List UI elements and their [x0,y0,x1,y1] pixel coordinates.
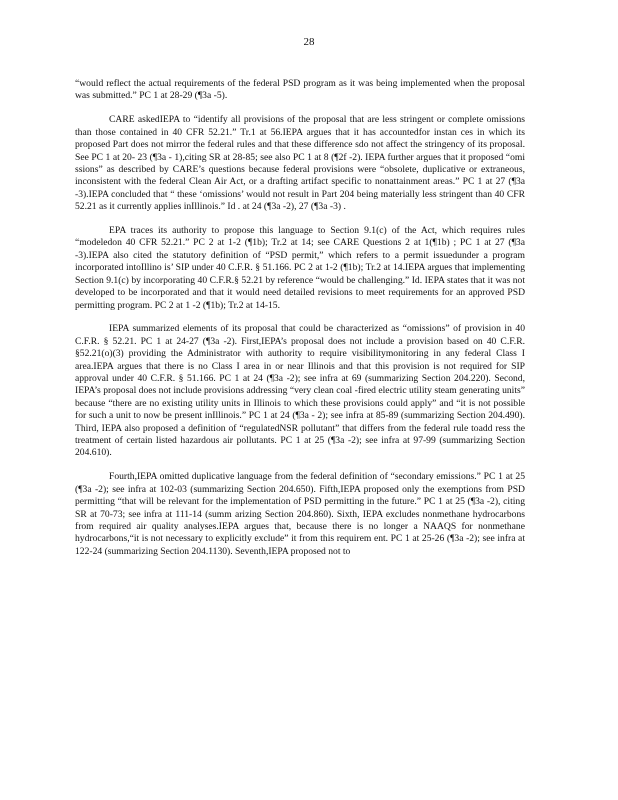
paragraph-omissions-summary: IEPA summarized elements of its proposal that could be characterized as “omissions” of provision in 40 C.F.R. § 52.21. PC 1 at 24-27 (¶3a -2). First,IEPA’s proposal does not include a provision based on 40 C.F.R. §52.21(o)(3) providing the Administrator with authority to require visibilitymonitoring in any federal Class I area.IEPA argues that there is no Class I area in or near Illinois and that this provision is not required for SIP approval under 40 C.F.R. § 51.166. PC 1 at 24 (¶3a -2); see infra at 69 (summarizing Section 204.220). Second, IEPA’s proposal does not include provisions addressing “very clean coal -fired electric utility steam generating units” because “there are no existing utility units in Illinois to which these provisions could apply” and “it is not possible for such a unit to now be present inIllinois.” PC 1 at 24 (¶3a - 2); see infra at 85-89 (summarizing Section 204.490). Third, IEPA also proposed a definition of “regulatedNSR pollutant” that differs from the federal rule toadd ress the treatment of certain listed hazardous air pollutants. PC 1 at 25 (¶3a -2); see infra at 97-99 (summarizing Section 204.610). [75,323,525,459]
paragraph-continuation: “would reflect the actual requirements of the federal PSD program as it was being implemented when the proposal was submitted.” PC 1 at 28-29 (¶3a -5). [75,78,525,102]
paragraph-omissions-continued: Fourth,IEPA omitted duplicative language from the federal definition of “secondary emissions.” PC 1 at 25 (¶3a -2); see infra at 102-03 (summarizing Section 204.650). Fifth,IEPA proposed only the exemptions from PSD permitting “that will be relevant for the implementation of PSD permitting in the future.” PC 1 at 25 (¶3a -2), citing SR at 70-73; see infra at 111-14 (summ arizing Section 204.860). Sixth, IEPA excludes nonmethane hydrocarbons from required air quality analyses.IEPA argues that, because there is no longer a NAAQS for nonmethane hydrocarbons,“it is not necessary to explicitly exclude” it from this requirem ent. PC 1 at 25-26 (¶3a -2); see infra at 122-24 (summarizing Section 204.1130). Seventh,IEPA proposed not to [75,471,525,557]
body-text [75,78,525,570]
page-number: 28 [303,36,315,48]
paragraph-epa-authority: EPA traces its authority to propose this language to Section 9.1(c) of the Act, which requires rules “modeledon 40 CFR 52.21.” PC 2 at 1-2 (¶1b); Tr.2 at 14; see CARE Questions 2 at 1(¶1b) ; PC 1 at 27 (¶3a -3).IEPA also cited the statutory definition of “PSD permit,” which refers to a permit issuedunder a program incorporated intoIllino is’ SIP under 40 C.F.R. § 51.166. PC 2 at 1-2 (¶1b); Tr.2 at 14.IEPA argues that implementing Section 9.1(c) by incorporating 40 C.F.R.§ 52.21 by reference “would be challenging.” Id. IEPA states that it was not developed to be incorporated and that it would need detailed revisions to meet requirements for an approved PSD permitting program. PC 2 at 1 -2 (¶1b); Tr.2 at 14-15. [75,225,525,311]
paragraph-care-request: CARE askedIEPA to “identify all provisions of the proposal that are less stringent or complete omissions than those contained in 40 CFR 52.21.” Tr.1 at 56.IEPA argues that it has accountedfor instan ces in which its proposed Part does not mirror the federal rules and that these difference sdo not affect the stringency of its proposal. See PC 1 at 20- 23 (¶3a - 1),citing SR at 28-85; see also PC 1 at 8 (¶2f -2). IEPA further argues that it proposed “omi ssions” as described by CARE’s questions because federal provisions were “obsolete, duplicative or extraneous, inconsistent with the federal Clean Air Act, or a drafting artifact specific to nonattainment areas.” PC 1 at 27 (¶3a -3).IEPA concluded that “ these ‘omissions’ would not result in Part 204 being materially less stringent than 40 CFR 52.21 as it currently applies inIllinois.” Id . at 24 (¶3a -2), 27 (¶3a -3) . [75,114,525,213]
